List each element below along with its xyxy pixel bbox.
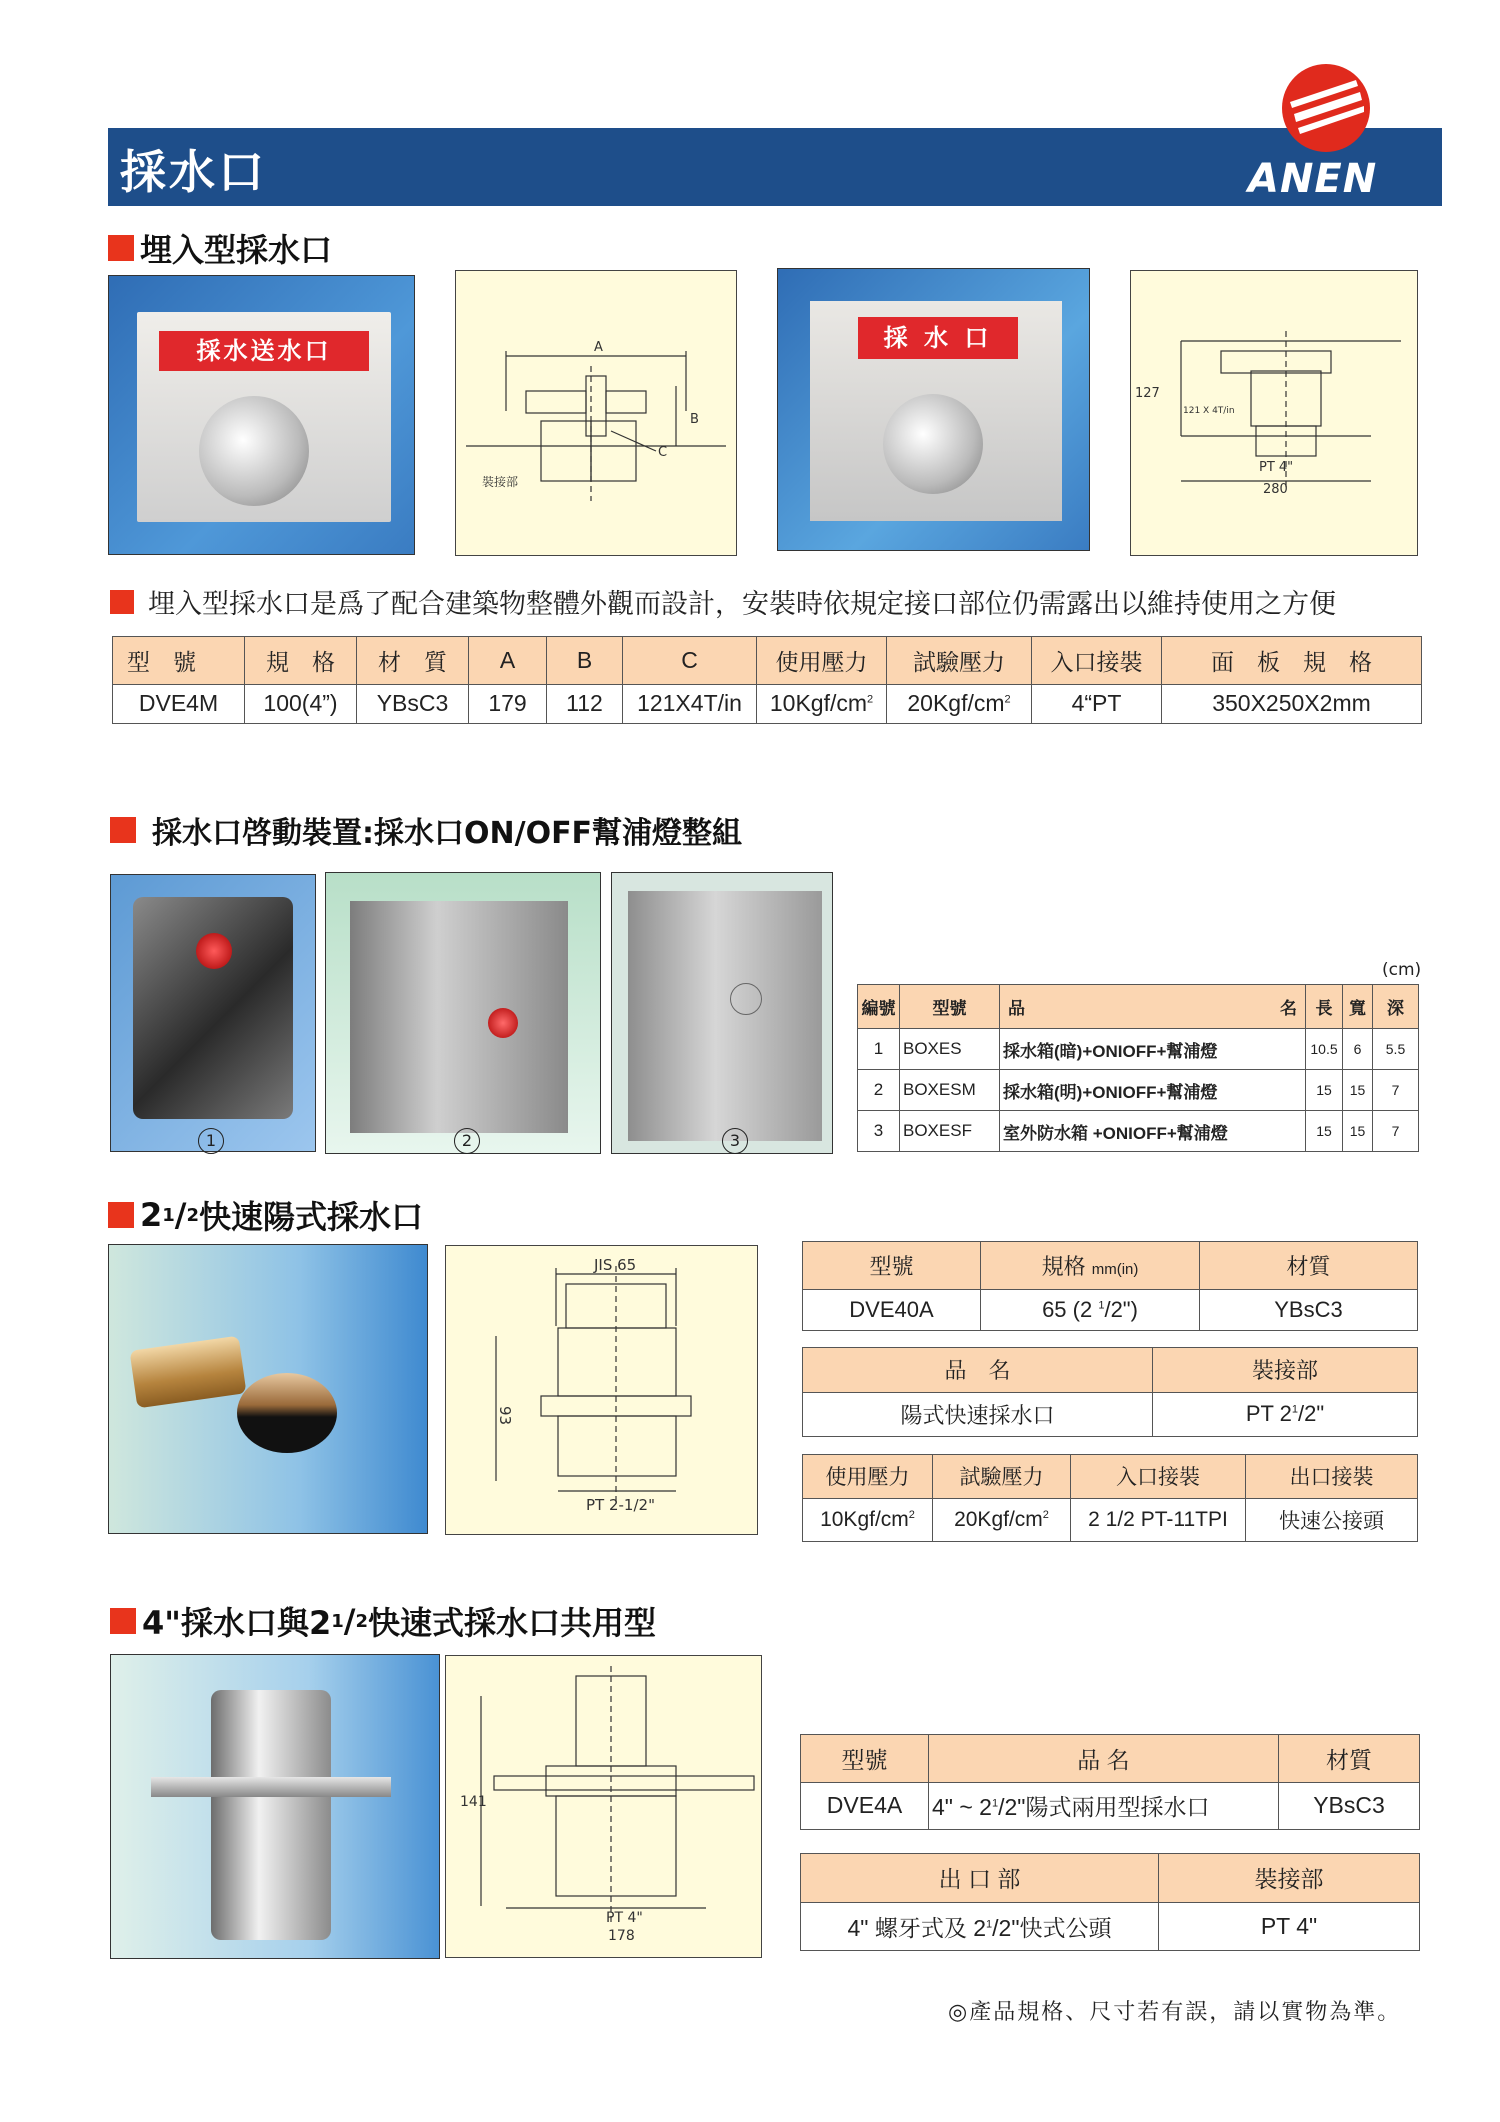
- page-title: 採水口: [120, 145, 267, 199]
- table-cell: $10Kgf/cm^2$: [803, 1498, 933, 1542]
- table-header-cell: 型號: [900, 985, 1000, 1029]
- table-row: [858, 1070, 1419, 1111]
- table-cell: 350X250X2mm: [1162, 684, 1422, 723]
- table-cell: 3: [858, 1111, 900, 1152]
- quick-male-pressure-table: [802, 1454, 1418, 1542]
- table-header-row: [803, 1348, 1418, 1393]
- red-square-icon: [110, 590, 134, 614]
- table-cell: 快速公接頭: [1246, 1498, 1418, 1542]
- table-cell: 100(4”): [245, 684, 357, 723]
- photo-number-2: 2: [454, 1128, 480, 1154]
- table-header-row: [803, 1242, 1418, 1290]
- section-heading-suffix: :採水口ON/OFF幫浦燈整組: [362, 816, 743, 851]
- table-cell: DVE40A: [803, 1290, 981, 1331]
- quick-male-name-table: [802, 1347, 1418, 1437]
- table-header-cell: 試驗壓力: [933, 1455, 1071, 1499]
- table-header-cell: 裝接部: [1153, 1348, 1418, 1393]
- section-heading-embedded: [108, 225, 332, 271]
- dim-label-a: A: [594, 340, 603, 355]
- table-header-row: [801, 1735, 1420, 1783]
- table-header-cell: 編號: [858, 985, 900, 1029]
- table-cell: YBsC3: [357, 684, 469, 723]
- table-row: [858, 1029, 1419, 1070]
- table-row: [803, 1498, 1418, 1542]
- table-cell: 15: [1343, 1070, 1373, 1111]
- table-cell: 15: [1343, 1111, 1373, 1152]
- table-cell: PT 4": [1159, 1902, 1420, 1951]
- dim-label-178: 178: [608, 1928, 635, 1944]
- table-header-cell: 材質: [1200, 1242, 1418, 1290]
- table-row: [858, 1111, 1419, 1152]
- table-header-cell: 出口接裝: [1246, 1455, 1418, 1499]
- title-banner: [108, 128, 1442, 206]
- table-cell: 4" 螺牙式及 $2^1/2$"快式公頭: [801, 1902, 1159, 1951]
- red-square-icon: [110, 817, 136, 843]
- table-cell: 6: [1343, 1029, 1373, 1070]
- technical-drawing-embedded-1: [455, 270, 737, 556]
- section-heading-dual: 4"採水口與2 1 / 2 快速式採水口共用型: [110, 1598, 656, 1644]
- table-header-cell: 品 名: [929, 1735, 1279, 1783]
- quick-male-drawing: [445, 1245, 758, 1535]
- technical-drawing-embedded-2: [1130, 270, 1418, 556]
- unit-label: (cm): [1382, 960, 1422, 980]
- table-header-cell: 型號: [803, 1242, 981, 1290]
- table-header-cell: 裝接部: [1159, 1854, 1420, 1903]
- dim-label-280: 280: [1263, 482, 1288, 497]
- table-header-cell: 材質: [1279, 1735, 1420, 1783]
- table-cell: 4" ~ $2^1/2$"陽式兩用型採水口: [929, 1782, 1279, 1830]
- table-cell: YBsC3: [1279, 1782, 1420, 1830]
- table-header-cell: 規 格: [245, 637, 357, 685]
- table-cell: 採水箱(暗)+ONIOFF+幫浦燈: [1000, 1029, 1306, 1070]
- table-cell: 179: [469, 684, 547, 723]
- dual-outlet-table: [800, 1853, 1420, 1951]
- description-text: 埋入型採水口是爲了配合建築物整體外觀而設計，安裝時依規定接口部位仍需露出以維持使用之方便: [148, 589, 1336, 620]
- section-heading-text: 採水口啓動裝置: [152, 816, 362, 851]
- dim-label-127: 127: [1135, 386, 1160, 401]
- table-cell: 2 1/2 PT-11TPI: [1071, 1498, 1246, 1542]
- table-header-cell: 使用壓力: [757, 637, 887, 685]
- red-square-icon: [108, 235, 134, 261]
- section-heading-text: 快速陽式採水口: [199, 1198, 424, 1236]
- table-row: [801, 1902, 1420, 1951]
- table-cell: DVE4M: [113, 684, 245, 723]
- table-header-cell: B: [547, 637, 623, 685]
- table-cell: 4“PT: [1032, 684, 1162, 723]
- table-cell: YBsC3: [1200, 1290, 1418, 1331]
- table-header-cell: 長: [1306, 985, 1343, 1029]
- table-header-cell-product: 品 名: [1000, 985, 1306, 1029]
- dim-label-pt4: PT 4": [1259, 460, 1294, 475]
- table-cell: $10Kgf/cm^2$: [757, 684, 887, 723]
- table-cell: 10.5: [1306, 1029, 1343, 1070]
- section-heading-text: 埋入型採水口: [140, 231, 333, 269]
- table-row: [803, 1392, 1418, 1437]
- table-cell: $20Kgf/cm^2$: [933, 1498, 1071, 1542]
- table-cell: PT $2^1/2$": [1153, 1392, 1418, 1437]
- section-heading-switch: [110, 808, 742, 852]
- table-cell: 7: [1373, 1111, 1419, 1152]
- photo-number-1: 1: [198, 1128, 224, 1154]
- table-cell: 7: [1373, 1070, 1419, 1111]
- table-header-cell: 入口接裝: [1032, 637, 1162, 685]
- table-cell: 室外防水箱 +ONIOFF+幫浦燈: [1000, 1111, 1306, 1152]
- table-cell: 陽式快速採水口: [803, 1392, 1153, 1437]
- table-cell: 採水箱(明)+ONIOFF+幫浦燈: [1000, 1070, 1306, 1111]
- table-header-cell: A: [469, 637, 547, 685]
- anen-logo-icon: [1280, 62, 1372, 154]
- table-cell: 121X4T/in: [623, 684, 757, 723]
- product-photo-embedded-2: [777, 268, 1090, 551]
- photo-sign-label: 採水送水口: [159, 331, 369, 371]
- section-heading-quick-male: 2 1 / 2 快速陽式採水口: [108, 1192, 423, 1238]
- dual-drawing: [445, 1655, 762, 1958]
- table-cell: 1: [858, 1029, 900, 1070]
- table-header-cell: 面 板 規 格: [1162, 637, 1422, 685]
- section-description: [110, 582, 1336, 621]
- red-square-icon: [108, 1202, 134, 1228]
- quick-male-photo: [108, 1244, 428, 1534]
- table-header-cell: 品 名: [803, 1348, 1153, 1393]
- table-row: [801, 1782, 1420, 1830]
- spec-table-embedded: [112, 636, 1422, 724]
- table-header-cell: 規格 mm(in): [981, 1242, 1200, 1290]
- dim-label-c: C: [658, 445, 668, 460]
- section-heading-text: 快速式採水口共用型: [367, 1604, 656, 1642]
- table-cell: 2: [858, 1070, 900, 1111]
- table-header-cell: 寬: [1343, 985, 1373, 1029]
- table-header-cell: 入口接裝: [1071, 1455, 1246, 1499]
- product-photo-embedded-1: [108, 275, 415, 555]
- table-cell: 65 (2 $^1$/2"): [981, 1290, 1200, 1331]
- table-cell: BOXESM: [900, 1070, 1000, 1111]
- table-header-cell: C: [623, 637, 757, 685]
- box-photo-1: [110, 874, 316, 1152]
- photo-number-3: 3: [722, 1128, 748, 1154]
- table-header-cell: 材 質: [357, 637, 469, 685]
- box-photo-2: [325, 872, 601, 1154]
- table-header-row: [801, 1854, 1420, 1903]
- box-photo-3: [611, 872, 833, 1154]
- table-cell: DVE4A: [801, 1782, 929, 1830]
- table-cell: BOXESF: [900, 1111, 1000, 1152]
- quick-male-spec-table: [802, 1241, 1418, 1331]
- brand-logo-text: ANEN: [1248, 156, 1378, 202]
- dim-label-b: B: [690, 412, 699, 427]
- dim-label-pt4: PT 4": [606, 1910, 643, 1926]
- red-square-icon: [110, 1608, 136, 1634]
- dim-label-141: 141: [460, 1794, 487, 1810]
- dim-label-93: 93: [496, 1406, 514, 1426]
- table-cell: 5.5: [1373, 1029, 1419, 1070]
- dual-photo: [110, 1654, 440, 1959]
- table-row: [113, 684, 1422, 723]
- table-header-cell: 型 號: [113, 637, 245, 685]
- box-spec-table: [857, 984, 1419, 1152]
- table-header-row: [803, 1455, 1418, 1499]
- table-cell: $20Kgf/cm^2$: [887, 684, 1032, 723]
- table-header-cell: 試驗壓力: [887, 637, 1032, 685]
- table-cell: 15: [1306, 1070, 1343, 1111]
- table-header-cell: 型號: [801, 1735, 929, 1783]
- table-header-row: [113, 637, 1422, 685]
- table-row: [803, 1290, 1418, 1331]
- footer-note: ◎產品規格、尺寸若有誤，請以實物為準。: [948, 2000, 1402, 2025]
- dual-spec-table: [800, 1734, 1420, 1830]
- dim-label-jis: JIS 65: [594, 1256, 637, 1274]
- dim-label-install: 裝接部: [482, 475, 519, 489]
- table-cell: 15: [1306, 1111, 1343, 1152]
- photo-sign-label-2: 採 水 口: [858, 317, 1018, 359]
- table-header-cell: 出 口 部: [801, 1854, 1159, 1903]
- table-cell: 112: [547, 684, 623, 723]
- table-header-cell: 深: [1373, 985, 1419, 1029]
- table-header-row: [858, 985, 1419, 1029]
- dim-label-pt: PT 2-1/2": [586, 1496, 655, 1514]
- table-cell: BOXES: [900, 1029, 1000, 1070]
- table-header-cell: 使用壓力: [803, 1455, 933, 1499]
- dim-label-thread: 121 X 4T/in: [1183, 406, 1235, 416]
